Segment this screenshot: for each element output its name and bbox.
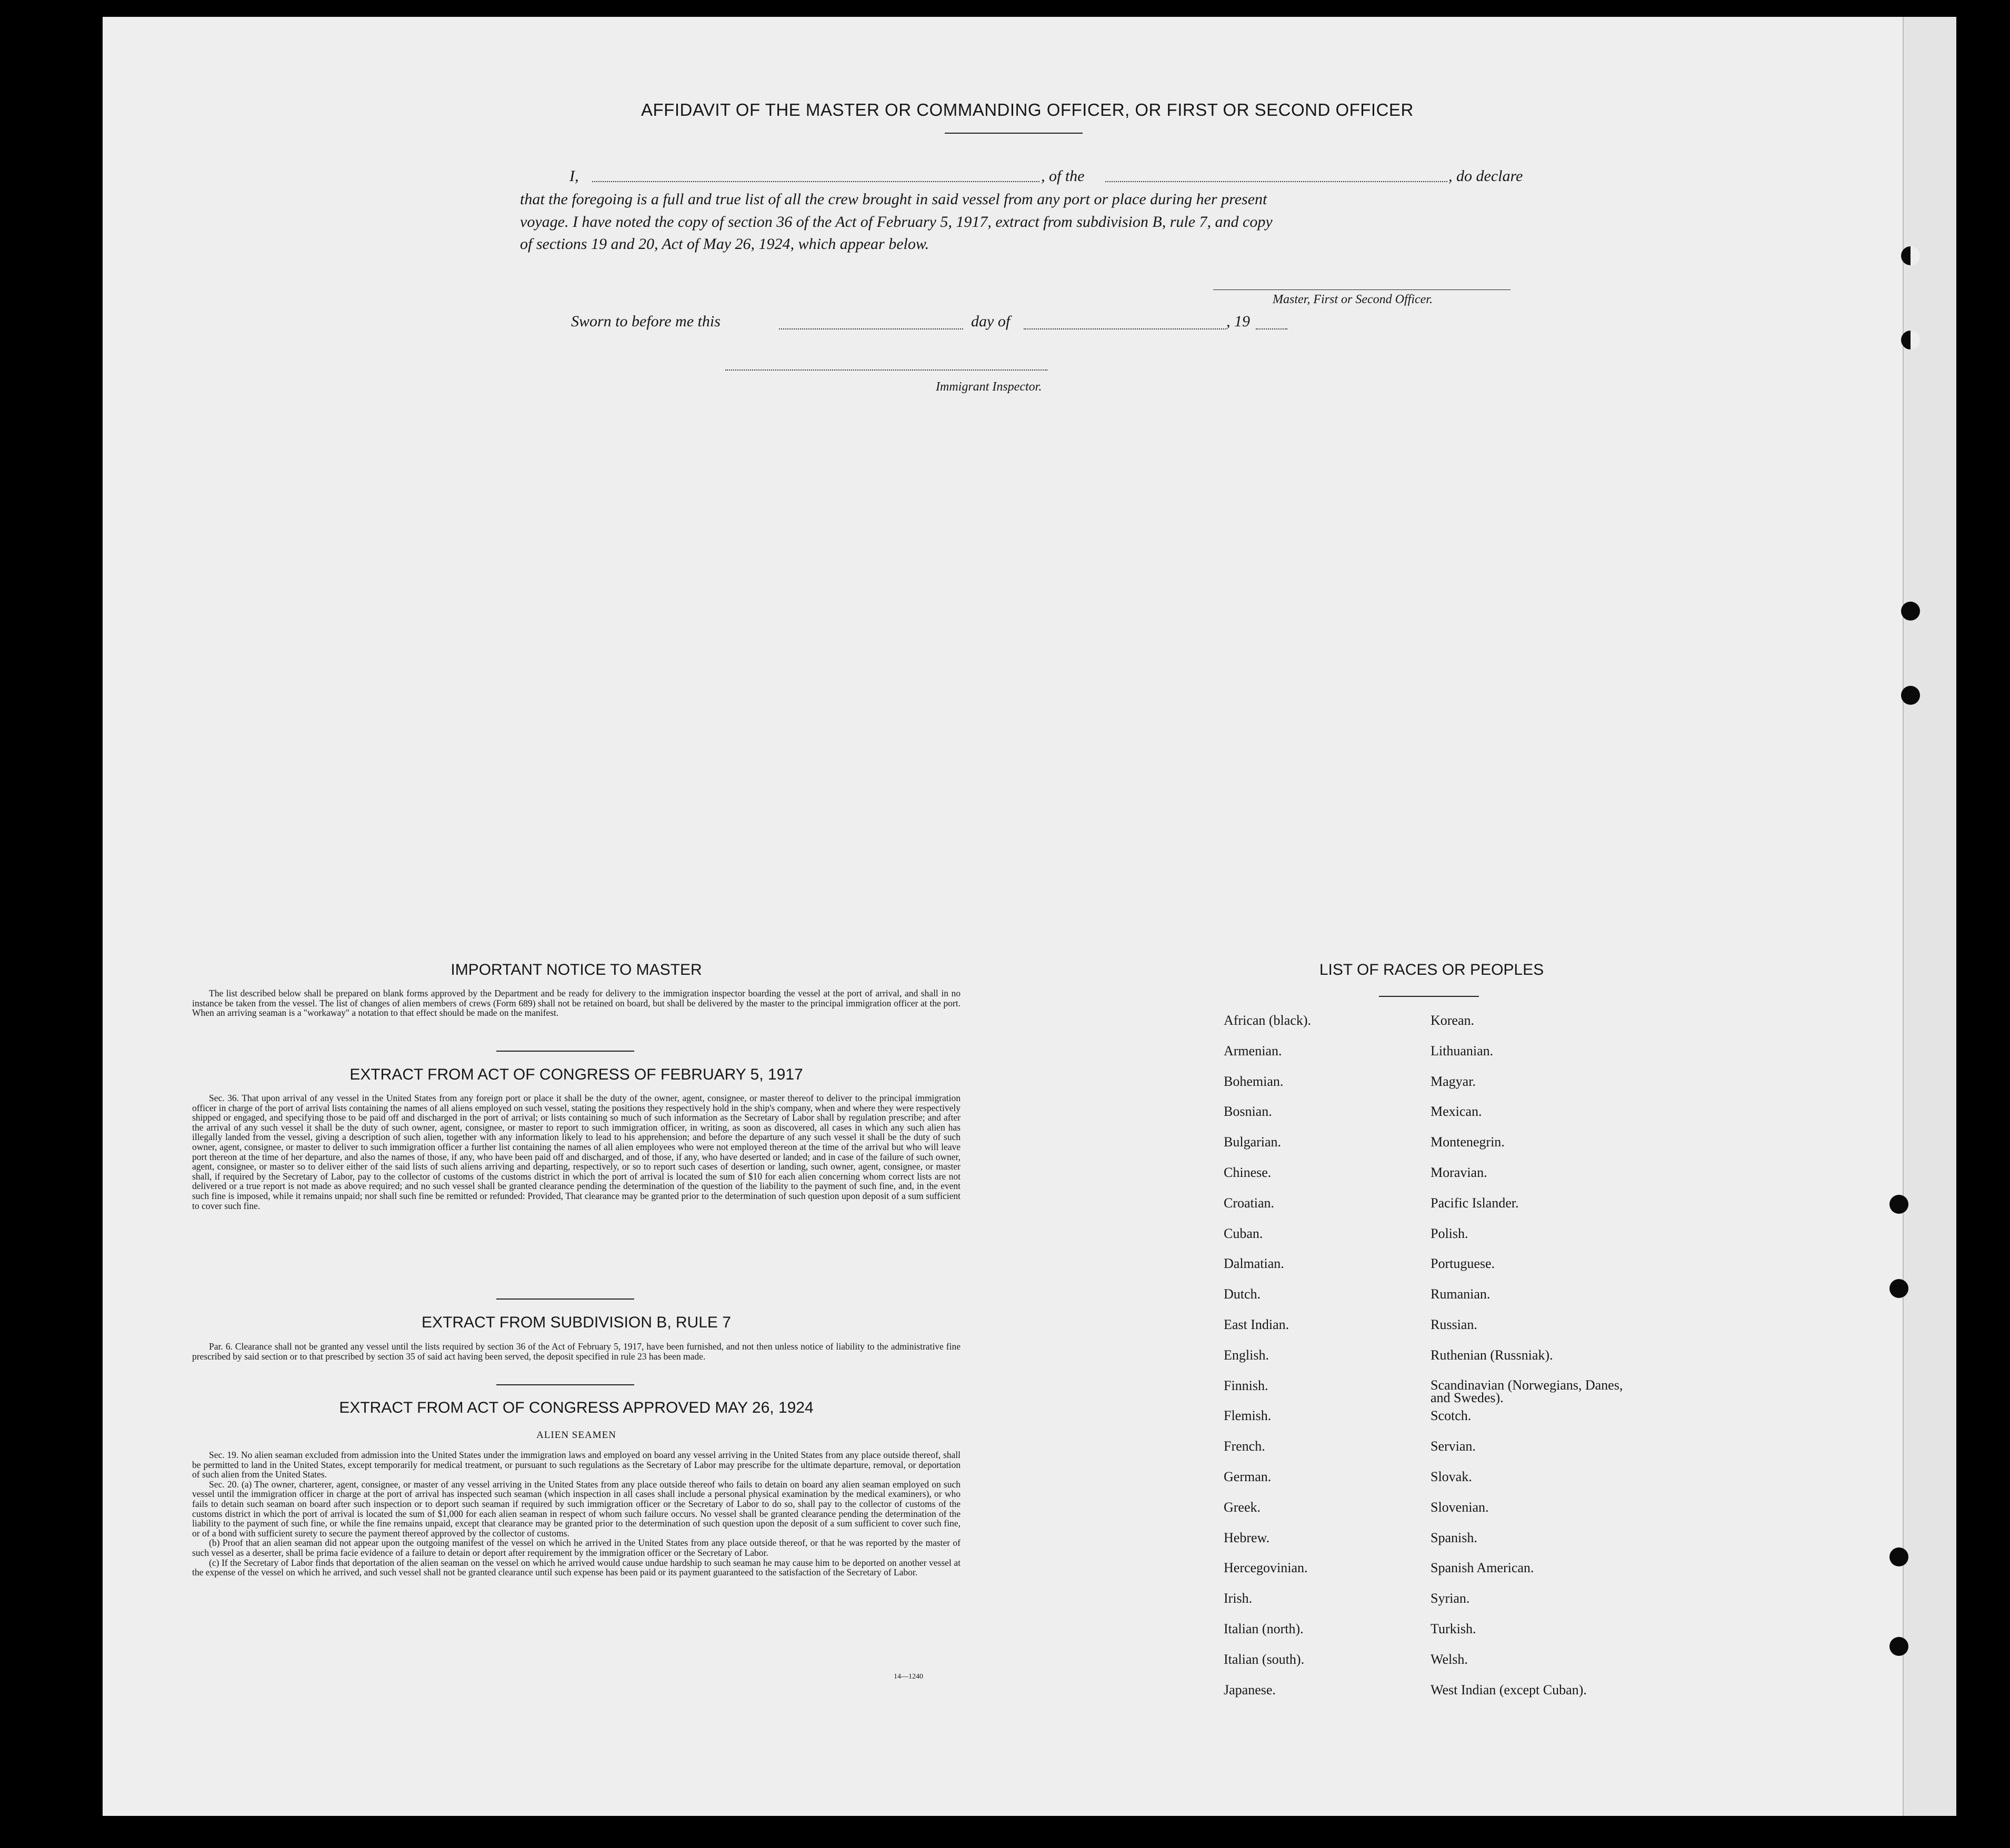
sec-20b: (b) Proof that an alien seaman did not appear upon the outgoing manifest of the vessel on which he arrived in the United States from any place outside thereof, or that he was reported by the master of such vessel as a deserter, shall be prima facie evidence of a failure to detain or deport after requirement by the immigration officer or the Secretary of Labor. xyxy=(192,1537,961,1558)
race-item: Greek. xyxy=(1224,1499,1261,1515)
race-item: Chinese. xyxy=(1224,1164,1272,1180)
races-left-column xyxy=(1224,1014,1311,1713)
races-title: LIST OF RACES OR PEOPLES xyxy=(1319,961,1544,978)
race-item: Portuguese. xyxy=(1431,1256,1495,1272)
race-item: Dutch. xyxy=(1224,1286,1261,1302)
race-item: Hebrew. xyxy=(1224,1530,1270,1545)
punch-hole xyxy=(1901,331,1920,349)
race-item: Moravian. xyxy=(1431,1164,1487,1180)
race-item: Bosnian. xyxy=(1224,1104,1272,1120)
race-item: Turkish. xyxy=(1431,1621,1476,1636)
race-item: German. xyxy=(1224,1469,1272,1484)
punch-hole xyxy=(1889,1195,1908,1214)
punch-hole xyxy=(1901,686,1920,705)
extract-1917-body: Sec. 36. That upon arrival of any vessel in the United States from any foreign port or place it shall be the duty of the owner, agent, consignee, or master thereof to deliver to the principal immigration officer in charge of the port of arrival lists containing the names of all aliens employed on such vessel, stating the positions they respectively hold in the ship's company, when and where they were respectively shipped or engaged, and specifying those to be paid off and discharged in the port of arrival; or lists containing so much of such information as the Secretary of Labor shall by regulation prescribe; and after the arrival of any such vessel it shall be the duty of such owner, agent, consignee, or master to report to such immigration officer, in writing, as soon as discovered, all cases in which any such alien has illegally landed from the vessel, giving a description of such alien, together with any information likely to lead to his apprehension; and before the departure of any such vessel it shall be the duty of such owner, agent, consignee, or master to deliver to such immigration officer a further list containing the names of all alien employees who were not employed thereon at the time of the arrival but who will leave port thereon at the time of her departure, and also the names of those, if any, who have been paid off and discharged, and of those, if any, who have deserted or landed; and in case of the failure of such owner, agent, consignee, or master so to deliver either of the said lists of such aliens arriving and departing, respectively, or so to report such cases of desertion or landing, such owner, agent, consignee, or master shall, if required by the Secretary of Labor, pay to the collector of customs of the customs district in which the port of arrival is located the sum of $10 for each alien concerning whom correct lists are not delivered or a true report is not made as above required; and no such vessel shall be granted clearance pending the determination of the question of the liability to the payment of such fine, and, in the event such fine is imposed, while it remains unpaid; nor shall such fine be remitted or refunded: Provided, That clearance may be granted prior to the determination of such question upon deposit of a sum sufficient to cover such fine. xyxy=(192,1093,961,1211)
race-item: Bulgarian. xyxy=(1224,1134,1282,1150)
day-of-label: day of xyxy=(971,313,1011,330)
race-item: Spanish American. xyxy=(1431,1560,1534,1576)
race-item: African (black). xyxy=(1224,1013,1312,1028)
race-item: Irish. xyxy=(1224,1591,1253,1606)
race-item: Ruthenian (Russniak). xyxy=(1431,1347,1553,1363)
race-item: Russian. xyxy=(1431,1316,1477,1332)
section-rule xyxy=(496,1051,634,1052)
inspector-caption: Immigrant Inspector. xyxy=(936,380,1042,394)
section-rule xyxy=(496,1384,634,1385)
name-blank[interactable] xyxy=(592,181,1039,182)
sworn-label: Sworn to before me this xyxy=(571,313,721,330)
affidavit-line-2: that the foregoing is a full and true list of all the crew brought in said vessel from any port or place during her present xyxy=(520,191,1267,208)
race-item: Spanish. xyxy=(1431,1530,1477,1545)
year-label: , 19 xyxy=(1226,313,1250,330)
race-item: Magyar. xyxy=(1431,1073,1476,1089)
race-item: Rumanian. xyxy=(1431,1286,1491,1302)
master-signature-caption: Master, First or Second Officer. xyxy=(1273,293,1433,306)
race-item: Bohemian. xyxy=(1224,1073,1284,1089)
inspector-signature-line[interactable] xyxy=(725,369,1047,371)
notice-body: The list described below shall be prepared on blank forms approved by the Department and be ready for delivery to the immigration inspector boarding the vessel at the port of arrival, and shall in no instance be taken from the vessel. The list of changes of alien members of crews (Form 689) shall not be retained on board, but shall be delivered by the master to the principal immigration officer at the port. When an arriving seaman is a "workaway" a notation to that effect should be made on the manifest. xyxy=(192,988,961,1018)
race-item: Flemish. xyxy=(1224,1408,1272,1424)
vessel-blank[interactable] xyxy=(1105,181,1447,182)
race-item: Mexican. xyxy=(1431,1104,1482,1120)
affidavit-do-declare: , do declare xyxy=(1448,167,1523,185)
race-item: Servian. xyxy=(1431,1439,1476,1454)
extract-1917-title: EXTRACT FROM ACT OF CONGRESS OF FEBRUARY 5, 1917 xyxy=(349,1066,803,1083)
punch-hole xyxy=(1889,1637,1908,1656)
subdivision-b-title: EXTRACT FROM SUBDIVISION B, RULE 7 xyxy=(422,1314,731,1331)
subdivision-b-body: Par. 6. Clearance shall not be granted any vessel until the lists required by section 36 of the Act of February 5, 1917, have been furnished, and not then unless notice of liability to the administrative fine prescribed by said section or to that prescribed by section 35 of said act having been served, the deposit specified in rule 23 has been made. xyxy=(192,1341,961,1362)
race-item: Cuban. xyxy=(1224,1225,1263,1241)
race-item: Finnish. xyxy=(1224,1377,1268,1393)
punch-hole xyxy=(1901,602,1920,621)
race-item: Lithuanian. xyxy=(1431,1043,1494,1058)
form-number: 14—1240 xyxy=(894,1673,923,1681)
extract-1924-title: EXTRACT FROM ACT OF CONGRESS APPROVED MAY 26, 1924 xyxy=(339,1399,814,1416)
punch-hole xyxy=(1889,1547,1908,1566)
affidavit-line-4: of sections 19 and 20, Act of May 26, 1924, which appear below. xyxy=(520,235,929,253)
race-item: Scandinavian (Norwegians, Danes, and Swedes). xyxy=(1431,1377,1623,1405)
race-item: Italian (north). xyxy=(1224,1621,1304,1636)
races-title-rule xyxy=(1379,996,1479,997)
affidavit-title: AFFIDAVIT OF THE MASTER OR COMMANDING OFFICER, OR FIRST OR SECOND OFFICER xyxy=(641,100,1414,119)
affidavit-of-the: , of the xyxy=(1041,167,1085,185)
extract-1924-body xyxy=(192,1450,961,1577)
race-item: Welsh. xyxy=(1431,1651,1468,1667)
master-signature-line[interactable] xyxy=(1213,289,1511,290)
race-item: French. xyxy=(1224,1439,1265,1454)
race-item: Italian (south). xyxy=(1224,1651,1305,1667)
sworn-day-blank[interactable] xyxy=(779,328,963,329)
sec-20a: Sec. 20. (a) The owner, charterer, agent, consignee, or master of any vessel arriving in the United States from any place outside thereof who fails to detain on board any alien seaman employed on such vessel until the immigration officer in charge at the port of arrival has inspected such seaman (which inspection in all cases shall include a personal physical examination by the medical examiners), or who fails to detain such seaman on board after such inspection or to deport such seaman if required by such immigration officer or the Secretary of Labor to do so, shall pay to the collector of customs of the customs district in which the port of arrival is located the sum of $1,000 for each alien seaman in respect of whom such failure occurs. No vessel shall be granted clearance pending the determination of the liability to the payment of such fine, or while the fine remains unpaid, except that clearance may be granted prior to the determination of such question upon the deposit of a sum sufficient to cover such fine, or of a bond with sufficient surety to secure the payment thereof approved by the collector of customs. xyxy=(192,1479,961,1539)
race-item: East Indian. xyxy=(1224,1316,1289,1332)
sec-20c: (c) If the Secretary of Labor finds that deportation of the alien seaman on the vessel on which he arrived would cause undue hardship to such seaman he may cause him to be deported on another vessel at the expense of the vessel on which he arrived, and such vessel shall not be granted clearance until such expense has been paid or its payment guaranteed to the satisfaction of the Secretary of Labor. xyxy=(192,1557,961,1578)
race-item: Japanese. xyxy=(1224,1682,1276,1697)
title-rule xyxy=(945,133,1083,134)
race-item: Scotch. xyxy=(1431,1408,1472,1424)
race-item: Hercegovinian. xyxy=(1224,1560,1308,1576)
race-item: Pacific Islander. xyxy=(1431,1195,1519,1211)
punch-hole xyxy=(1901,246,1920,265)
race-item: English. xyxy=(1224,1347,1269,1363)
race-item: Montenegrin. xyxy=(1431,1134,1505,1150)
sec-19: Sec. 19. No alien seaman excluded from admission into the United States under the immigration laws and employed on board any vessel arriving in the United States from any place outside thereof, shall be permitted to land in the United States, except temporarily for medical treatment, or pursuant to such regulations as the Secretary of Labor may prescribe for the ultimate departure, removal, or deportation of such alien from the United States. xyxy=(192,1450,961,1480)
race-item: Slovenian. xyxy=(1431,1499,1489,1515)
alien-seamen-subtitle: ALIEN SEAMEN xyxy=(536,1430,616,1441)
punch-hole xyxy=(1889,1279,1908,1298)
race-item: Croatian. xyxy=(1224,1195,1275,1211)
sworn-month-blank[interactable] xyxy=(1024,328,1226,329)
notice-title: IMPORTANT NOTICE TO MASTER xyxy=(451,961,702,978)
affidavit-i-label: I, xyxy=(569,167,579,185)
section-rule xyxy=(496,1298,634,1300)
page-edge-band xyxy=(1903,17,1956,1816)
race-item: Korean. xyxy=(1431,1013,1475,1028)
sworn-year-blank[interactable] xyxy=(1256,328,1287,329)
race-item: Slovak. xyxy=(1431,1469,1472,1484)
race-item: Polish. xyxy=(1431,1225,1468,1241)
race-item: Syrian. xyxy=(1431,1591,1470,1606)
race-item: West Indian (except Cuban). xyxy=(1431,1682,1587,1697)
race-item: Dalmatian. xyxy=(1224,1256,1284,1272)
race-item: Armenian. xyxy=(1224,1043,1282,1058)
affidavit-line-3: voyage. I have noted the copy of section 36 of the Act of February 5, 1917, extract from subdivision B, rule 7, and copy xyxy=(520,213,1273,231)
races-right-column xyxy=(1431,1014,1631,1713)
